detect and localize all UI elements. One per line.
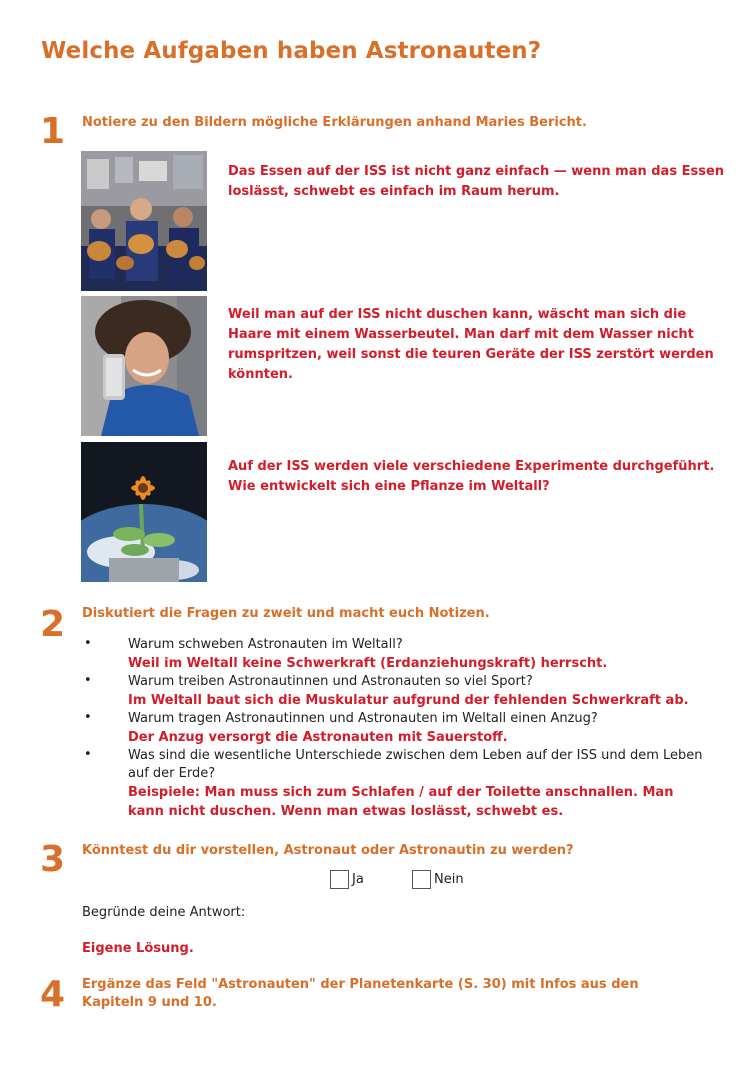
bullet: • bbox=[84, 747, 92, 762]
question-text: Was sind die wesentliche Unterschiede zwischen dem Leben auf der ISS und dem Leben auf der Erde? bbox=[128, 748, 703, 781]
question-list bbox=[82, 636, 722, 821]
task-1-answer-3: Auf der ISS werden viele verschiedene Experimente durchgeführt. Wie entwickelt sich eine Pflanze im Weltall? bbox=[228, 459, 715, 494]
list-item bbox=[82, 636, 722, 673]
question-text: Warum schweben Astronauten im Weltall? bbox=[128, 637, 403, 652]
task-4-instruction: Ergänze das Feld "Astronauten" der Planetenkarte (S. 30) mit Infos aus den Kapiteln 9 und 10. bbox=[82, 977, 639, 1010]
checkbox-nein-label: Nein bbox=[434, 872, 464, 887]
task-1-instruction: Notiere zu den Bildern mögliche Erklärungen anhand Maries Bericht. bbox=[82, 115, 587, 130]
reason-prompt: Begründe deine Antwort: bbox=[82, 905, 246, 920]
question-answer: Beispiele: Man muss sich zum Schlafen / auf der Toilette anschnallen. Man kann nicht duschen. Wenn man etwas loslässt, schwebt es. bbox=[128, 785, 674, 819]
checkbox-nein[interactable] bbox=[412, 870, 431, 889]
task-number-4: 4 bbox=[40, 974, 66, 1015]
task-number-1: 1 bbox=[40, 111, 66, 152]
question-text: Warum tragen Astronautinnen und Astronauten im Weltall einen Anzug? bbox=[128, 711, 598, 726]
task-1-answer-2: Weil man auf der ISS nicht duschen kann, wäscht man sich die Haare mit einem Wasserbeutel. Man darf mit dem Wasser nicht rumspritzen, weil sonst die teuren Geräte der ISS zerstört werden könnten. bbox=[228, 307, 714, 382]
list-item bbox=[82, 673, 722, 710]
task-3-instruction: Könntest du dir vorstellen, Astronaut oder Astronautin zu werden? bbox=[82, 843, 574, 858]
task-2-instruction: Diskutiert die Fragen zu zweit und macht euch Notizen. bbox=[82, 606, 490, 621]
checkbox-ja-label: Ja bbox=[352, 872, 364, 887]
bullet: • bbox=[84, 710, 92, 725]
question-text: Warum treiben Astronautinnen und Astronauten so viel Sport? bbox=[128, 674, 533, 689]
page-title: Welche Aufgaben haben Astronauten? bbox=[41, 38, 542, 64]
task-3-answer: Eigene Lösung. bbox=[82, 941, 194, 956]
checkbox-ja[interactable] bbox=[330, 870, 349, 889]
question-answer: Weil im Weltall keine Schwerkraft (Erdanziehungskraft) herrscht. bbox=[128, 656, 608, 671]
bullet: • bbox=[84, 673, 92, 688]
task-1-answer-1: Das Essen auf der ISS ist nicht ganz einfach — wenn man das Essen loslässt, schwebt es einfach im Raum herum. bbox=[228, 164, 725, 199]
astronaut-washing-hair-photo bbox=[81, 296, 207, 436]
task-number-2: 2 bbox=[40, 604, 66, 645]
list-item bbox=[82, 747, 722, 821]
question-answer: Der Anzug versorgt die Astronauten mit Sauerstoff. bbox=[128, 730, 508, 745]
astronauts-floating-food-photo bbox=[81, 151, 207, 291]
flower-in-space-photo bbox=[81, 442, 207, 582]
bullet: • bbox=[84, 636, 92, 651]
task-number-3: 3 bbox=[40, 839, 66, 880]
list-item bbox=[82, 710, 722, 747]
question-answer: Im Weltall baut sich die Muskulatur aufgrund der fehlenden Schwerkraft ab. bbox=[128, 693, 689, 708]
